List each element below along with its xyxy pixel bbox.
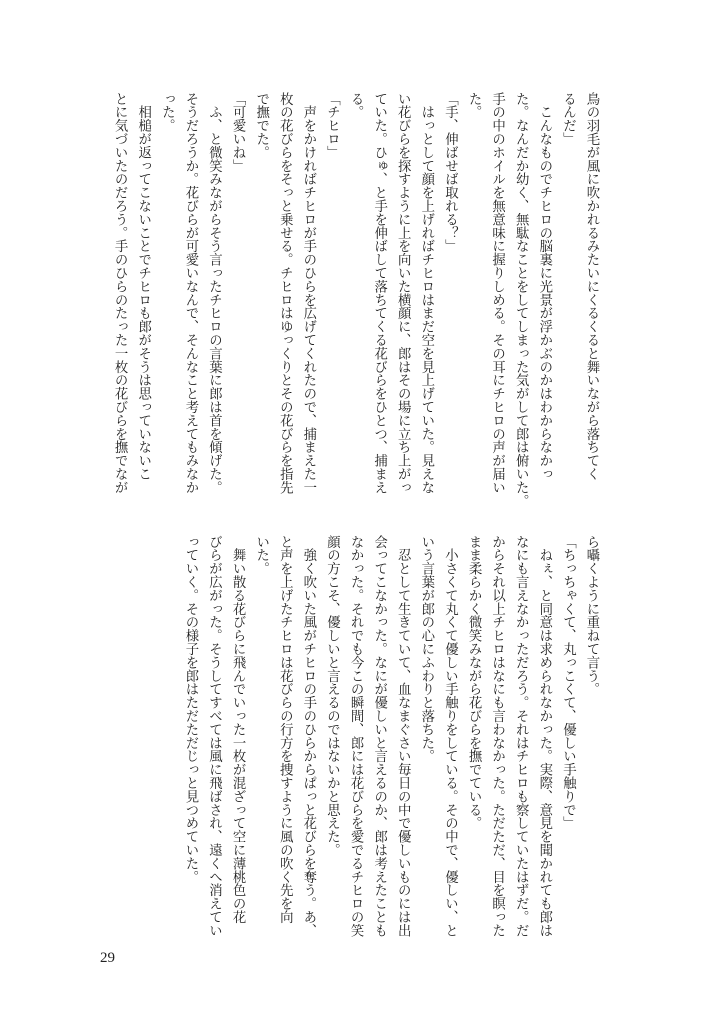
text-column: 鳥の羽毛が風に吹かれるみたいにくるくると舞いながら落ちてく xyxy=(584,92,599,481)
text-column: 強く吹いた風がチヒロの手のひらからぱっと花びらを奪う。あ、 xyxy=(300,535,316,937)
text-column: 「チヒロ」 xyxy=(324,92,340,159)
text-column: っていく。その様子を郎はただただじっと見つめていた。 xyxy=(182,535,198,884)
text-column: ねぇ、と同意は求められなかった。実際、意見を聞かれても郎は xyxy=(536,535,552,937)
text-column: と声を上げたチヒロは花びらの行方を捜すように風の吹く先を向 xyxy=(277,535,293,924)
text-column: びらが広がった。そうしてすべては風に飛ばされ、遠くへ消えてい xyxy=(206,535,222,937)
text-column: 会ってこなかった。なにが優しいと言えるのか、郎は考えたことも xyxy=(371,535,387,937)
text-column: ら囁くように重ねて言う。 xyxy=(584,535,599,696)
text-column: からそれ以上チヒロはなにも言わなかった。ただただ、目を瞑った xyxy=(489,535,505,937)
text-column: るんだ」 xyxy=(560,92,576,146)
text-column: る。 xyxy=(348,92,364,119)
text-column: はっとして顔を上げればチヒロはまだ空を見上げていた。見えな xyxy=(418,92,434,494)
text-column: 「ちっちゃくて、丸っこくて、優しい手触りで」 xyxy=(560,535,576,830)
text-column: いう言葉が郎の心にふわりと落ちた。 xyxy=(418,535,434,763)
page-number: 29 xyxy=(100,950,115,966)
text-column: 「手、伸ばせば取れる？」 xyxy=(442,92,458,253)
text-column: とに気づいたのだろう。手のひらのたった一枚の花びらを撫でなが xyxy=(112,92,128,494)
text-column: た。 xyxy=(466,92,482,119)
text-column: 顔の方こそ、優しいと言えるのではないかと思えた。 xyxy=(324,535,340,857)
text-column: 小さくて丸くて優しい手触りをしている。その中で、優しい、と xyxy=(442,535,458,937)
text-column: 枚の花びらをそっと乗せる。チヒロはゆっくりとその花びらを指先 xyxy=(277,92,293,494)
upper-text-block xyxy=(108,92,603,508)
text-column: 舞い散る花びらに飛んでいった一枚が混ざって空に薄桃色の花 xyxy=(230,535,246,924)
text-column: そうだろうか。花びらが可愛いなんで、そんなこと考えてもみなか xyxy=(182,92,198,494)
text-column: 相槌が返ってこないことでチヒロも郎がそうは思っていないこ xyxy=(135,92,151,481)
text-column: った。 xyxy=(159,92,175,133)
lower-text-block xyxy=(178,535,603,939)
text-column: い花びらを探すように上を向いた横顔に、郎はその場に立ち上がっ xyxy=(395,92,411,494)
text-column: なかった。それでも今この瞬間、郎には花びらを愛でるチヒロの笑 xyxy=(348,535,364,937)
text-column: ふ、と微笑みながらそう言ったチヒロの言葉に郎は首を傾げた。 xyxy=(206,92,222,494)
text-column: いた。 xyxy=(253,535,269,576)
text-column: 手の中のホイルを無意味に握りしめる。その耳にチヒロの声が届い xyxy=(489,92,505,494)
text-column: こんなものでチヒロの脳裏に光景が浮かぶのかはわからなかっ xyxy=(536,92,552,481)
text-column: で撫でた。 xyxy=(253,92,269,159)
text-column: 声をかければチヒロが手のひらを広げてくれたので、捕まえた一 xyxy=(300,92,316,494)
text-column: なにも言えなかっただろう。それはチヒロも察していたはずだ。だ xyxy=(513,535,529,937)
text-column: ていた。ひゅ、と手を伸ばして落ちてくる花びらをひとつ、捕まえ xyxy=(371,92,387,494)
text-column: 忍として生きていて、血なまぐさい毎日の中で優しいものには出 xyxy=(395,535,411,937)
text-column: 「可愛いね」 xyxy=(230,92,246,173)
text-column: た。なんだか幼く、無駄なことをしてしまった気がして郎は俯いた。 xyxy=(513,92,529,508)
text-column: まま柔らかく微笑みながら花びらを撫でている。 xyxy=(466,535,482,830)
